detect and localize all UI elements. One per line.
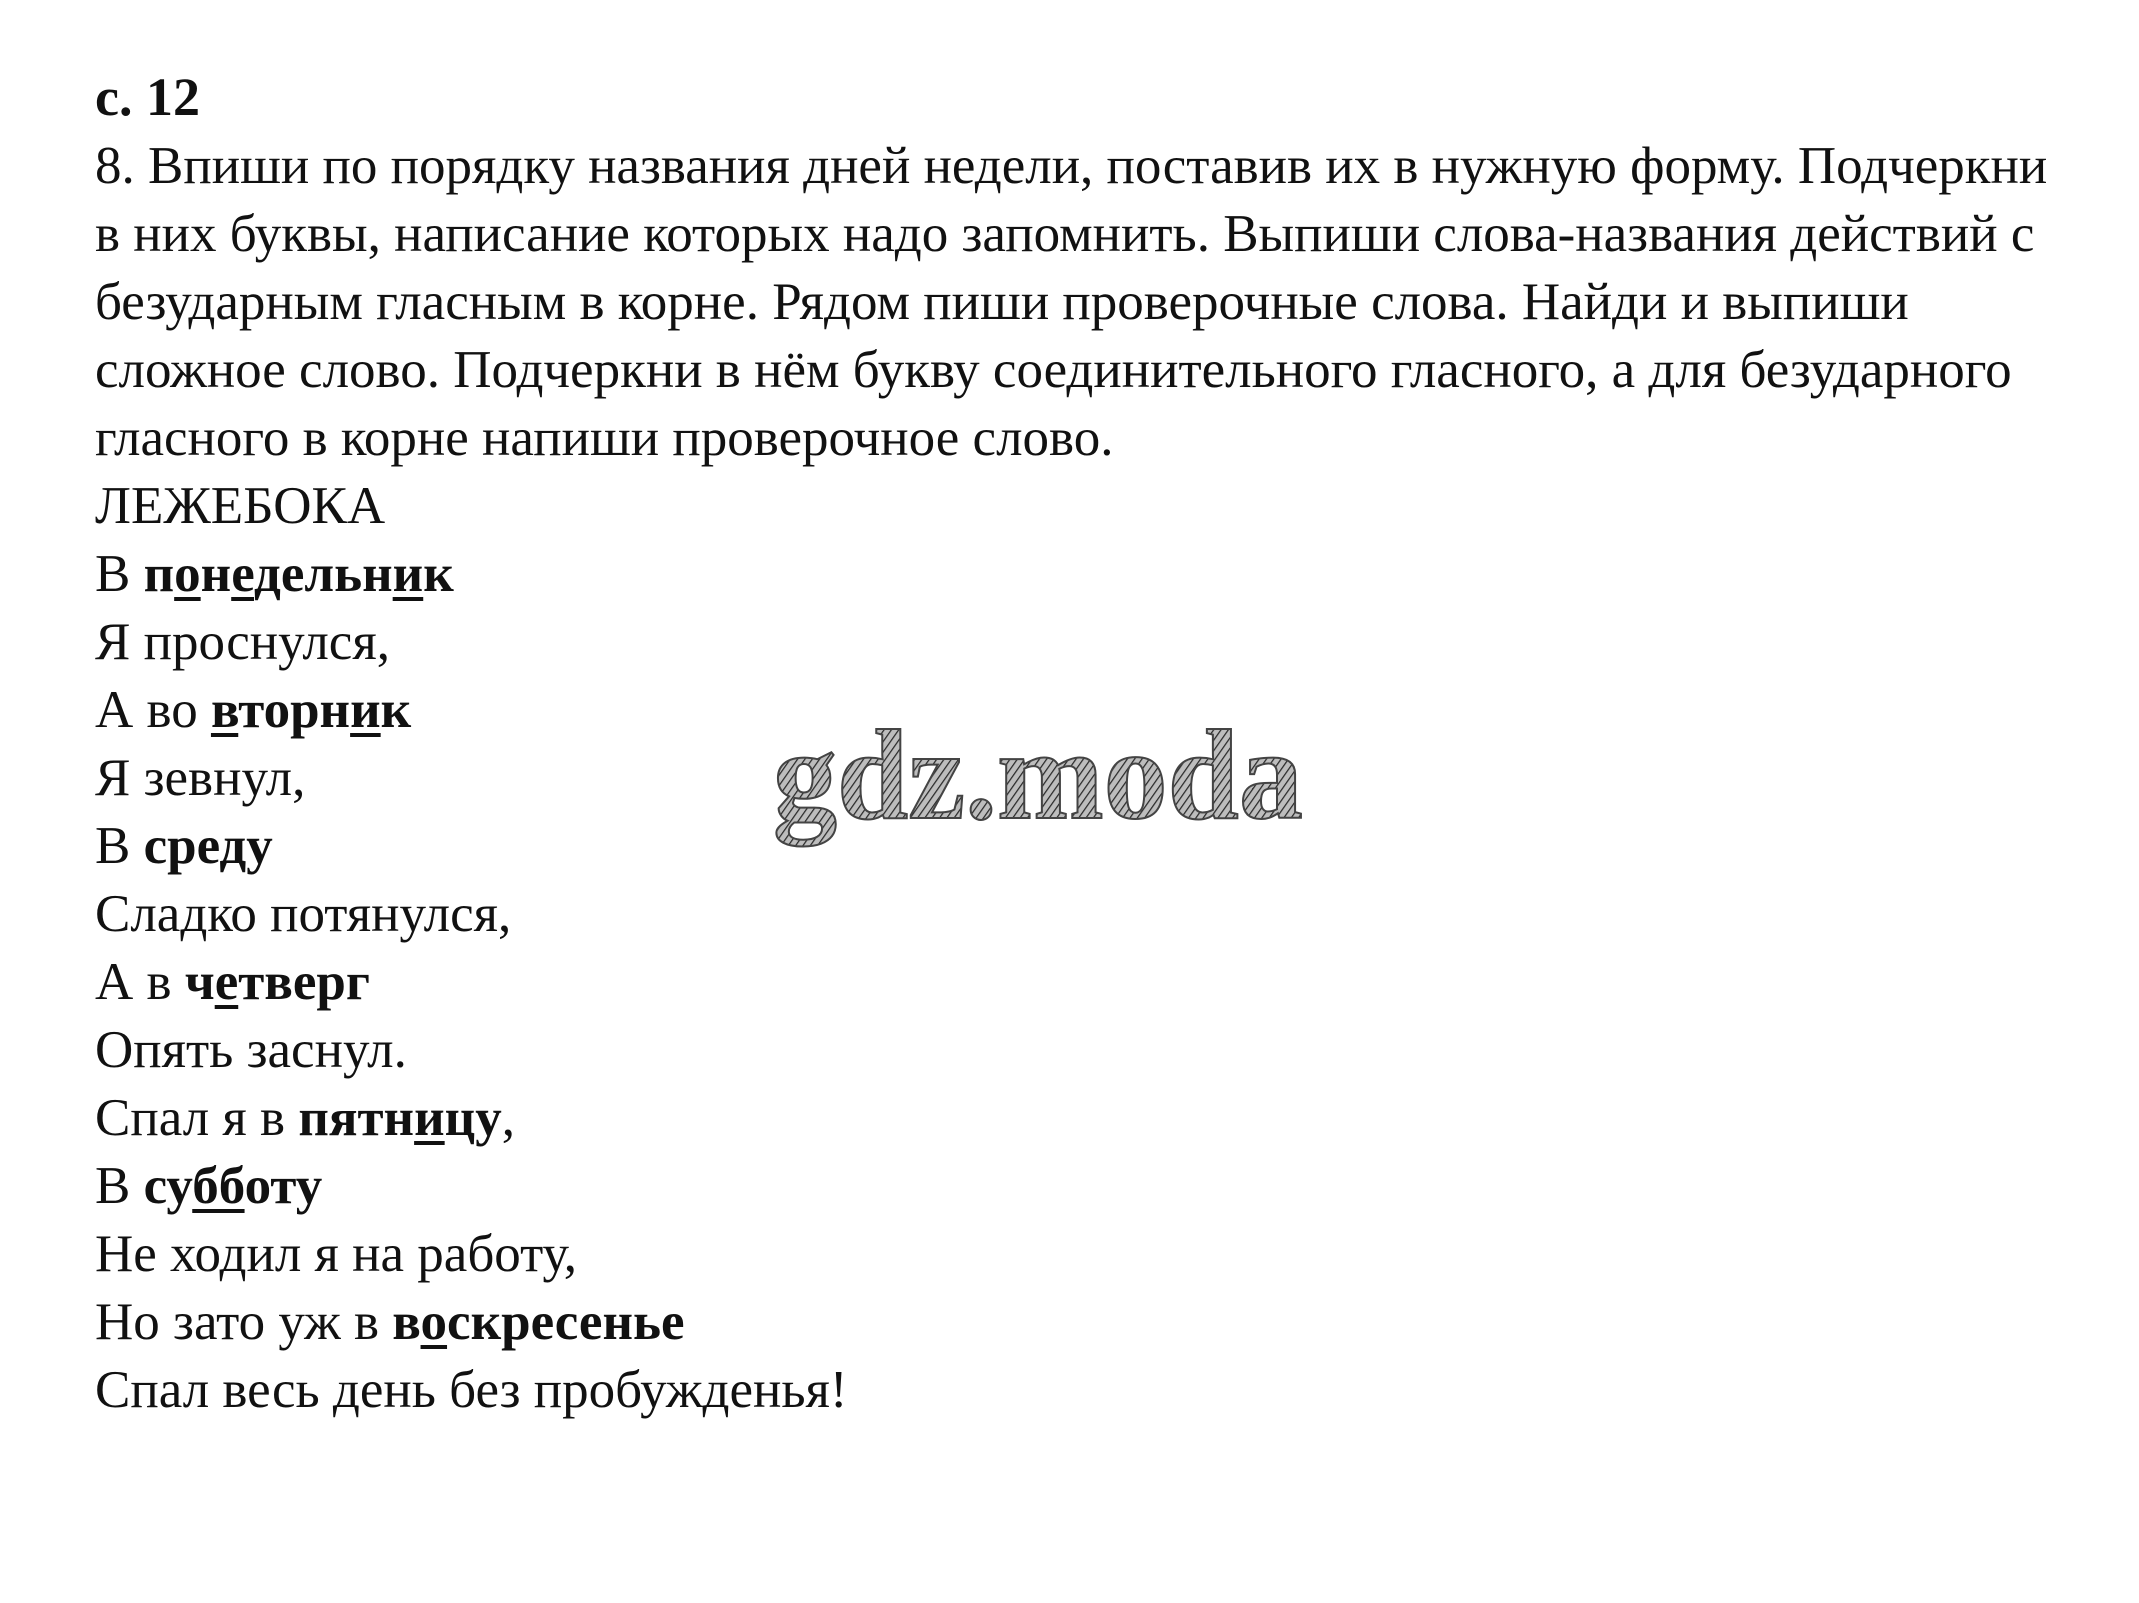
poem-lines — [95, 540, 2095, 1424]
poem-line — [95, 880, 2095, 948]
poem-line-text: А в — [95, 953, 185, 1011]
page-number: с. 12 — [95, 67, 200, 127]
underlined-letters: и — [350, 681, 381, 739]
underlined-letters: и — [414, 1089, 445, 1147]
word-fragment: н — [200, 545, 232, 603]
word-fragment: пятн — [298, 1089, 415, 1147]
word-fragment: к — [380, 681, 412, 739]
poem-line — [95, 1356, 2095, 1424]
word-fragment: торн — [238, 681, 351, 739]
word-fragment: дельн — [254, 545, 393, 603]
poem-line — [95, 1084, 2095, 1152]
poem-line — [95, 1152, 2095, 1220]
underlined-letters: в — [210, 681, 239, 739]
watermark-graphic — [765, 700, 1385, 860]
underlined-letters: бб — [192, 1157, 245, 1215]
watermark-logo — [765, 700, 1385, 860]
poem-line — [95, 1220, 2095, 1288]
word-fragment: скресенье — [447, 1293, 685, 1351]
poem-line — [95, 948, 2095, 1016]
underlined-letters: о — [420, 1293, 448, 1351]
word-fragment: су — [143, 1157, 193, 1215]
weekday-word — [185, 953, 370, 1011]
watermark-text: gdz.moda — [773, 704, 1303, 846]
word-fragment: к — [423, 545, 454, 603]
underlined-letters: е — [231, 545, 255, 603]
weekday-word — [392, 1293, 684, 1351]
poem-line-text: В — [95, 545, 144, 603]
poem-line-text: В — [95, 1157, 144, 1215]
word-fragment: п — [143, 545, 175, 603]
poem-line-text: В — [95, 817, 144, 875]
underlined-letters: и — [392, 545, 424, 603]
weekday-word — [144, 1157, 323, 1215]
word-fragment: в — [392, 1293, 421, 1351]
underlined-letters: е — [214, 953, 239, 1011]
poem-line — [95, 1016, 2095, 1084]
poem-line — [95, 1288, 2095, 1356]
weekday-word — [211, 681, 411, 739]
poem-line-punctuation: , — [501, 1089, 515, 1147]
word-fragment: цу — [444, 1089, 502, 1147]
poem-line — [95, 608, 2095, 676]
underlined-letters: о — [174, 545, 201, 603]
poem-line-text: Не ходил я на работу, — [95, 1225, 577, 1283]
weekday-word — [144, 545, 454, 603]
word-fragment: тверг — [238, 953, 370, 1011]
poem-line-text: А во — [95, 681, 211, 739]
word-fragment: ч — [184, 953, 215, 1011]
word-fragment: оту — [244, 1157, 323, 1215]
poem-line-text: Спал я в — [95, 1089, 299, 1147]
poem-line-text: Я проснулся, — [95, 613, 390, 671]
task-text: 8. Впиши по порядку названия дней недели, поставив их в нужную форму. Подчеркни в них буквы, написание которых надо запомнить. Выпиши слова-названия действий с безударным гласным в корне. Рядом пиши проверочные слова. Найди и выпиши сложное слово. Подчеркни в нём букву соединительного гласного, а для безударного гласного в корне напиши проверочное слово. — [95, 137, 2048, 467]
weekday-word — [144, 817, 273, 875]
poem-line-text: Но зато уж в — [95, 1293, 393, 1351]
weekday-word — [298, 1089, 501, 1147]
poem-line-text: Опять заснул. — [95, 1021, 407, 1079]
poem-title: ЛЕЖЕБОКА — [95, 477, 386, 535]
poem-line-text: Спал весь день без пробужденья! — [95, 1361, 848, 1419]
word-fragment: среду — [143, 817, 273, 875]
poem-line — [95, 540, 2095, 608]
poem-line-text: Я зевнул, — [95, 749, 306, 807]
poem-line-text: Сладко потянулся, — [95, 885, 512, 943]
